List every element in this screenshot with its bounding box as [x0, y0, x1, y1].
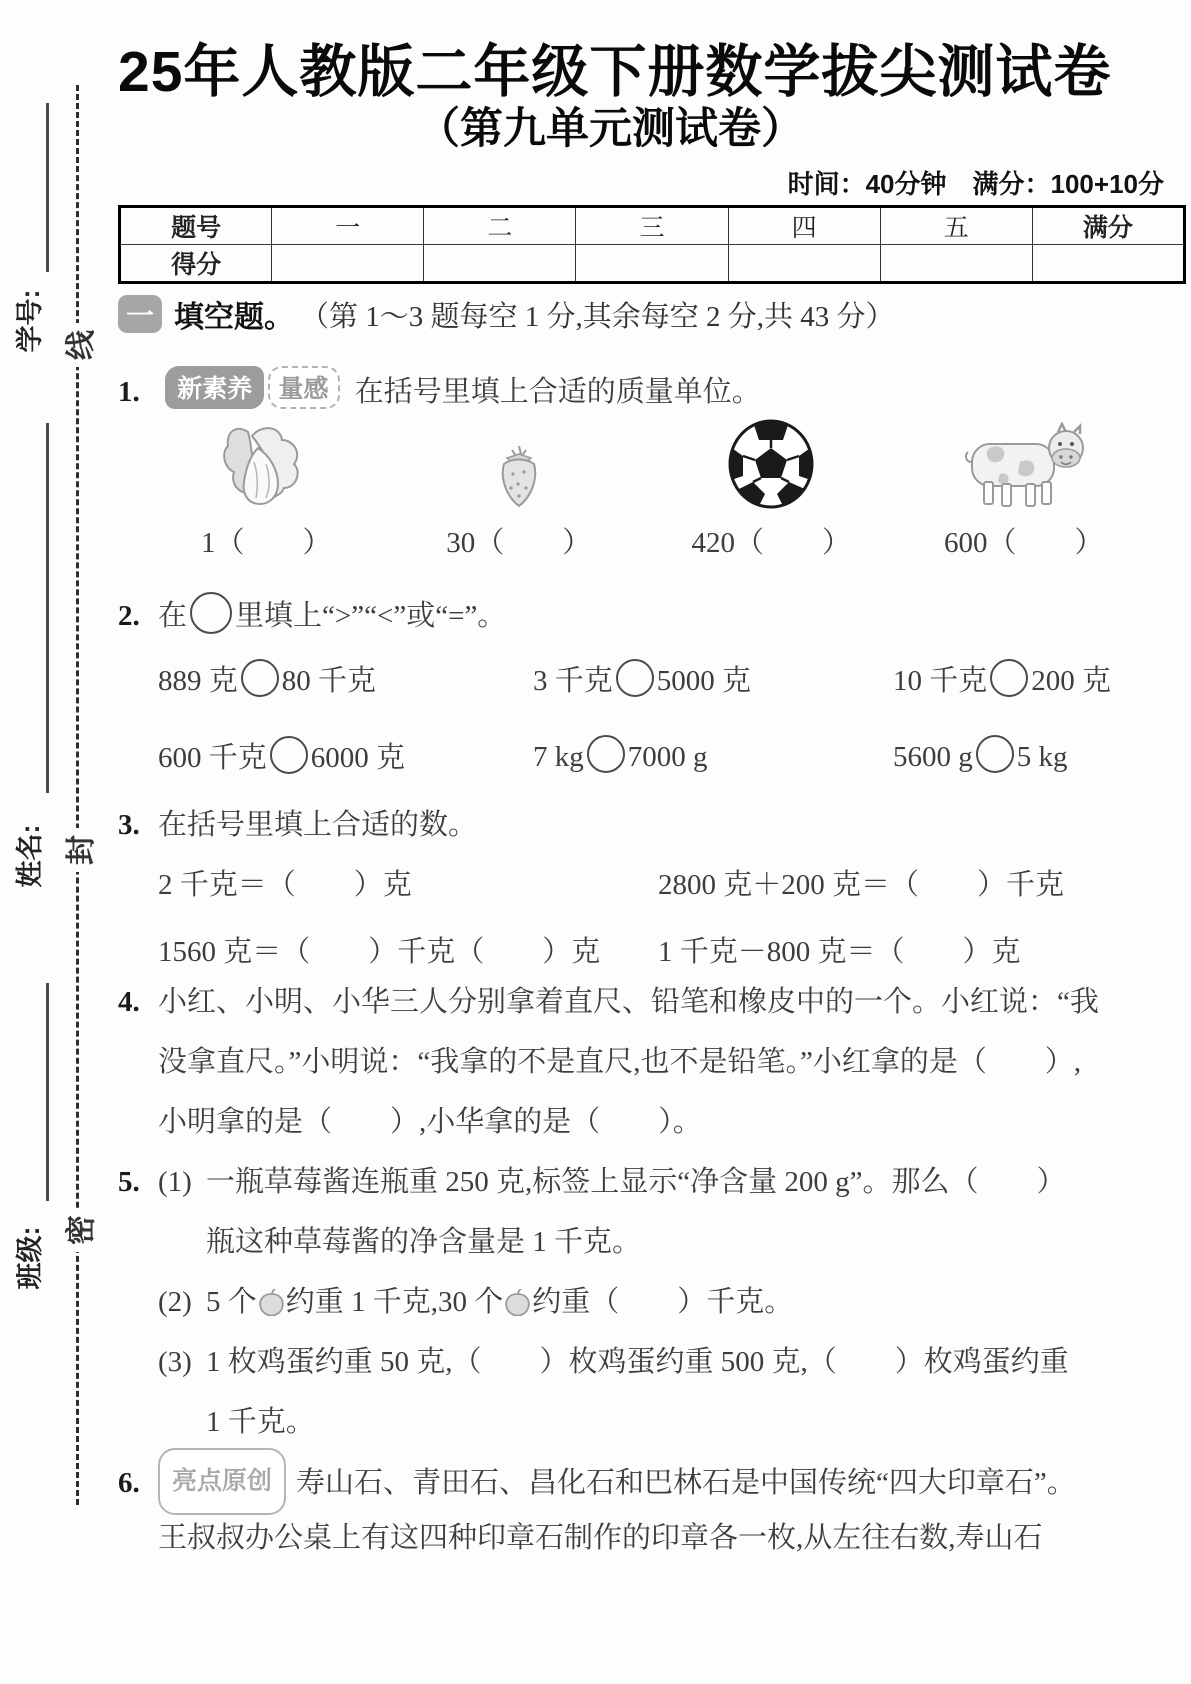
- compare-left: 10 千克: [893, 665, 988, 697]
- question-4-number: 4.: [118, 986, 140, 1018]
- question-4-line: 没拿直尺。”小明说：“我拿的不是直尺,也不是铅笔。”小红拿的是（ ）,: [158, 1046, 1082, 1078]
- question-1-tag-badge: 新素养: [165, 366, 264, 409]
- fill-item: 2 千克＝（ ）克: [158, 869, 412, 901]
- section-1-header: [118, 292, 895, 336]
- score-cell: [728, 245, 880, 283]
- score-table: [118, 205, 1186, 284]
- question-1-text: 在括号里填上合适的质量单位。: [354, 376, 761, 408]
- soccer-ball-icon: [727, 402, 815, 510]
- compare-item: [158, 658, 533, 699]
- question-6-line: 寿山石、青田石、昌化石和巴林石是中国传统“四大印章石”。: [296, 1467, 1076, 1499]
- fill-item: 2800 克＋200 克＝（ ）千克: [658, 869, 1065, 901]
- compare-left: 889 克: [158, 665, 238, 697]
- apple-icon: [259, 1289, 284, 1316]
- section-1-badge: 一: [118, 295, 162, 333]
- compare-right: 6000 克: [310, 742, 406, 774]
- figure-blank-label: 30（ ）: [446, 527, 592, 559]
- question-2-items: [158, 658, 1168, 776]
- figure-blank-label: 600（ ）: [943, 527, 1104, 559]
- question-2-text-pre: 在: [158, 600, 188, 632]
- question-1-skill-badge: 量感: [268, 366, 340, 409]
- time-score-info: 时间：40分钟 满分：100+10分: [787, 169, 1164, 199]
- compare-item: [893, 735, 1168, 776]
- sub-question-label: (1): [158, 1166, 192, 1198]
- class-write-line: [46, 983, 49, 1201]
- class-label: 班级:: [15, 1226, 45, 1290]
- fill-item: 1560 克＝（ ）千克（ ）克: [158, 936, 601, 968]
- question-3: [118, 802, 477, 843]
- compare-item: [533, 658, 893, 699]
- compare-item: [893, 658, 1168, 699]
- figure-item: [140, 402, 393, 561]
- compare-right: 200 克: [1031, 665, 1112, 697]
- compare-right: 7000 g: [627, 741, 708, 773]
- compare-circle-icon: [616, 659, 654, 697]
- score-table-header-cell: 一: [272, 207, 424, 245]
- compare-item: [158, 735, 533, 776]
- cabbage-icon: [218, 402, 314, 510]
- question-4-line: 小明拿的是（ ）,小华拿的是（ ）。: [158, 1106, 702, 1138]
- question-3-number: 3.: [118, 809, 140, 841]
- section-1-title: 填空题。: [174, 301, 294, 334]
- compare-circle-icon: [241, 659, 279, 697]
- question-6-line: 王叔叔办公桌上有这四种印章石制作的印章各一枚,从左往右数,寿山石: [158, 1522, 1043, 1554]
- question-6: [118, 1448, 1178, 1568]
- question-2: [118, 592, 506, 634]
- question-5-2-part: 5 个: [206, 1286, 257, 1318]
- question-5-3-line: 1 千克。: [206, 1406, 315, 1438]
- score-table-header-row: [120, 207, 1185, 245]
- score-table-header-cell: 五: [880, 207, 1032, 245]
- seal-char-line: 线: [56, 323, 100, 367]
- compare-right: 5 kg: [1016, 741, 1068, 773]
- apple-icon: [505, 1289, 530, 1316]
- question-6-original-badge: 亮点原创: [158, 1448, 286, 1515]
- question-1-figures: [140, 402, 1150, 561]
- compare-left: 7 kg: [533, 741, 584, 773]
- compare-right: 5000 克: [656, 665, 752, 697]
- seal-char-feng: 封: [56, 828, 100, 872]
- question-3-items: [158, 862, 1168, 970]
- paper-subtitle: （第九单元测试卷）: [417, 105, 804, 153]
- compare-circle-icon: [190, 592, 232, 634]
- sub-question-label: (3): [158, 1346, 192, 1378]
- seal-dashed-line: [76, 85, 79, 1505]
- seal-char-mi: 密: [56, 1208, 100, 1252]
- compare-circle-icon: [976, 735, 1014, 773]
- figure-blank-label: 1（ ）: [200, 527, 332, 559]
- compare-item: [533, 735, 893, 776]
- compare-circle-icon: [587, 735, 625, 773]
- question-5-1-line: 瓶这种草莓酱的净含量是 1 千克。: [206, 1226, 642, 1258]
- compare-circle-icon: [270, 736, 308, 774]
- section-1-note: （第 1～3 题每空 1 分,其余每空 2 分,共 43 分）: [300, 300, 895, 333]
- compare-left: 600 千克: [158, 742, 267, 774]
- score-cell: [1032, 245, 1184, 283]
- question-6-number: 6.: [118, 1467, 140, 1499]
- student-id-write-line: [46, 103, 49, 272]
- figure-item: [393, 402, 646, 561]
- sub-question-label: (2): [158, 1286, 192, 1318]
- question-5-2-part: 约重（ ）千克。: [532, 1286, 794, 1318]
- compare-left: 5600 g: [893, 741, 973, 773]
- score-table-score-row: [120, 245, 1185, 283]
- score-table-header-cell: 满分: [1032, 207, 1184, 245]
- question-5-number: 5.: [118, 1166, 140, 1198]
- question-5-1-line: 一瓶草莓酱连瓶重 250 克,标签上显示“净含量 200 g”。那么（ ）: [206, 1166, 1066, 1198]
- score-cell: [272, 245, 424, 283]
- compare-circle-icon: [990, 659, 1028, 697]
- figure-item: [645, 402, 898, 561]
- compare-left: 3 千克: [533, 665, 613, 697]
- score-table-header-cell: 四: [728, 207, 880, 245]
- question-5-2-part: 约重 1 千克,30 个: [285, 1286, 504, 1318]
- main-content: [118, 0, 1187, 1684]
- student-id-label: 学号:: [15, 289, 45, 353]
- question-2-number: 2.: [118, 600, 140, 632]
- compare-right: 80 千克: [281, 665, 377, 697]
- score-cell: [576, 245, 728, 283]
- name-write-line: [46, 423, 49, 793]
- figure-blank-label: 420（ ）: [691, 527, 851, 559]
- score-cell: [880, 245, 1032, 283]
- fill-item: 1 千克－800 克＝（ ）克: [658, 936, 1021, 968]
- question-2-text-post: 里填上“>”“<”或“=”。: [235, 600, 507, 632]
- score-table-header-cell: 二: [424, 207, 576, 245]
- score-row-label: 得分: [120, 245, 272, 283]
- figure-item: [898, 402, 1151, 561]
- paper-title: 25年人教版二年级下册数学拔尖测试卷: [118, 40, 1112, 104]
- strawberry-icon: [494, 402, 544, 510]
- question-4: [118, 972, 1178, 1152]
- name-label: 姓名:: [15, 824, 45, 888]
- score-cell: [424, 245, 576, 283]
- cow-icon: [962, 402, 1086, 510]
- question-1-number: 1.: [118, 376, 140, 408]
- score-table-header-cell: 三: [576, 207, 728, 245]
- question-5: [118, 1152, 1178, 1452]
- question-5-3-line: 1 枚鸡蛋约重 50 克,（ ）枚鸡蛋约重 500 克,（ ）枚鸡蛋约重: [206, 1346, 1069, 1378]
- score-table-header-cell: 题号: [120, 207, 272, 245]
- question-3-text: 在括号里填上合适的数。: [158, 809, 478, 841]
- question-4-line: 小红、小明、小华三人分别拿着直尺、铅笔和橡皮中的一个。小红说：“我: [158, 986, 1099, 1018]
